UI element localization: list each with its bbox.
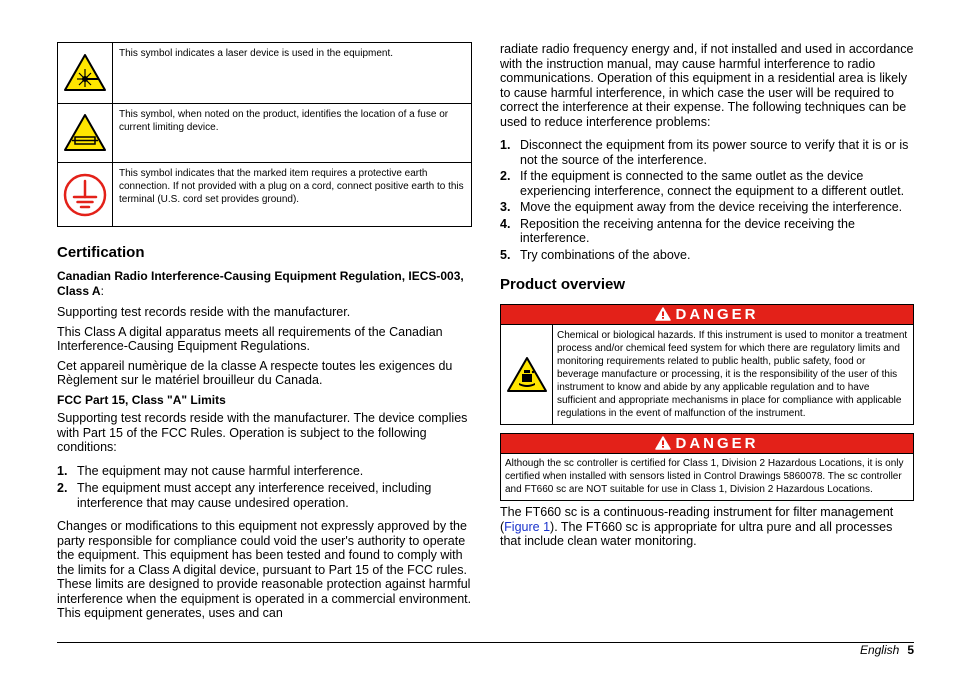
symbol-row-earth [58,163,472,227]
figure-1-link[interactable]: Figure 1 [504,519,551,534]
laser-warning-icon [63,53,107,93]
fuse-warning-icon [63,113,107,153]
page-number: 5 [907,643,914,657]
symbol-icon-cell [58,43,113,104]
list-item: 2. The equipment must accept any interference received, including interference that may cause undesired operation. [57,481,432,510]
chemical-hazard-icon [506,356,548,394]
symbol-icon-cell [58,104,113,163]
body-paragraph: Changes or modifications to this equipment not expressly approved by the party responsible for compliance could void the user's authority to operate the equipment. This equipment has been tested and found to comply with the limits for a Class A digital device, pursuant to Part 15 of the FCC rules. These limits are designed to provide reasonable protection against harmful interference when the equipment is operated in a commercial environment. This equipment generates, uses and can [57,519,472,620]
warning-triangle-icon [655,307,671,321]
fcc-limits-heading: FCC Part 15, Class "A" Limits [57,392,226,407]
danger-header: DANGER [501,434,913,454]
certification-heading: Certification [57,244,145,261]
symbol-row-fuse [58,104,472,163]
list-item: 5. Try combinations of the above. [500,247,691,262]
symbol-description: This symbol indicates a laser device is used in the equipment. [113,43,472,104]
footer-rule [57,642,914,643]
danger-message: Chemical or biological hazards. If this instrument is used to monitor a treatment process and/or chemical feed system for which there are regulatory limits and monitoring requirements related to public health, public safety, food or beverage manufacture or processing, it is the responsibility of the user of this instrument to know and abide by any applicable regulation and to have sufficient and appropriate mechanisms in place for compliance with applicable regulations in the event of malfunction of the instrument. [557,330,908,419]
footer-language: English [859,643,900,657]
danger-box-chemical [500,304,914,425]
product-overview-heading: Product overview [500,276,626,293]
protective-earth-icon [62,172,108,218]
canada-regulation-heading: Canadian Radio Interference-Causing Equipment Regulation, IECS-003, Class A: [57,269,464,298]
danger-box-hazardous-locations [500,433,914,501]
conditions-list [57,464,472,511]
danger-message: Although the sc controller is certified for Class 1, Division 2 Hazardous Locations, it is only certified when installed with sensors listed in Control Drawings 5860078. The sc controller and FT660 sc are NOT suitable for use in Class 1, Division 2 Hazardous Locations. [505,458,904,495]
body-paragraph: Supporting test records reside with the manufacturer. The device complies with Part 15 of the FCC Rules. Operation is subject to the following conditions: [57,411,468,454]
danger-header: DANGER [501,305,913,325]
left-column [57,42,472,621]
symbol-description: This symbol, when noted on the product, identifies the location of a fuse or current limiting device. [113,104,472,163]
symbol-description: This symbol indicates that the marked item requires a protective earth connection. If not provided with a plug on a cord, connect positive earth to this terminal (U.S. cord set provides ground). [113,163,472,227]
right-column [500,42,914,549]
body-paragraph: Supporting test records reside with the manufacturer. [57,305,351,319]
page-footer [860,643,914,657]
list-item: 2. If the equipment is connected to the same outlet as the device experiencing interference, connect the equipment to a different outlet. [500,169,905,198]
list-item: 1. The equipment may not cause harmful interference. [57,463,364,478]
techniques-list [500,138,914,262]
warning-triangle-icon [655,436,671,450]
symbol-table [57,42,472,227]
list-item: 4. Reposition the receiving antenna for the device receiving the interference. [500,216,855,245]
body-paragraph: This Class A digital apparatus meets all requirements of the Canadian Interference-Causing Equipment Regulations. [57,324,443,353]
symbol-icon-cell [58,163,113,227]
danger-body [501,325,913,424]
symbol-row-laser [58,43,472,104]
overview-paragraph: The FT660 sc is a continuous-reading instrument for filter management (Figure 1). The FT660 sc is appropriate for ultra pure and all processes that include clean water monitoring. [500,505,894,548]
list-item: 3. Move the equipment away from the device receiving the interference. [500,200,903,214]
list-item: 1. Disconnect the equipment from its power source to verify that it is or is not the source of the interference. [500,138,909,167]
danger-icon-cell [501,325,553,424]
body-paragraph: radiate radio frequency energy and, if not installed and used in accordance with the instruction manual, may cause harmful interference to radio communications. Operation of this equipment in a residential area is likely to cause harmful interference, in which case the user will be required to correct the interference at their expense. The following techniques can be used to reduce interference problems: [500,42,914,129]
body-paragraph: Cet appareil numèrique de la classe A respecte toutes les exigences du Règlement sur le matériel brouilleur du Canada. [57,358,453,387]
